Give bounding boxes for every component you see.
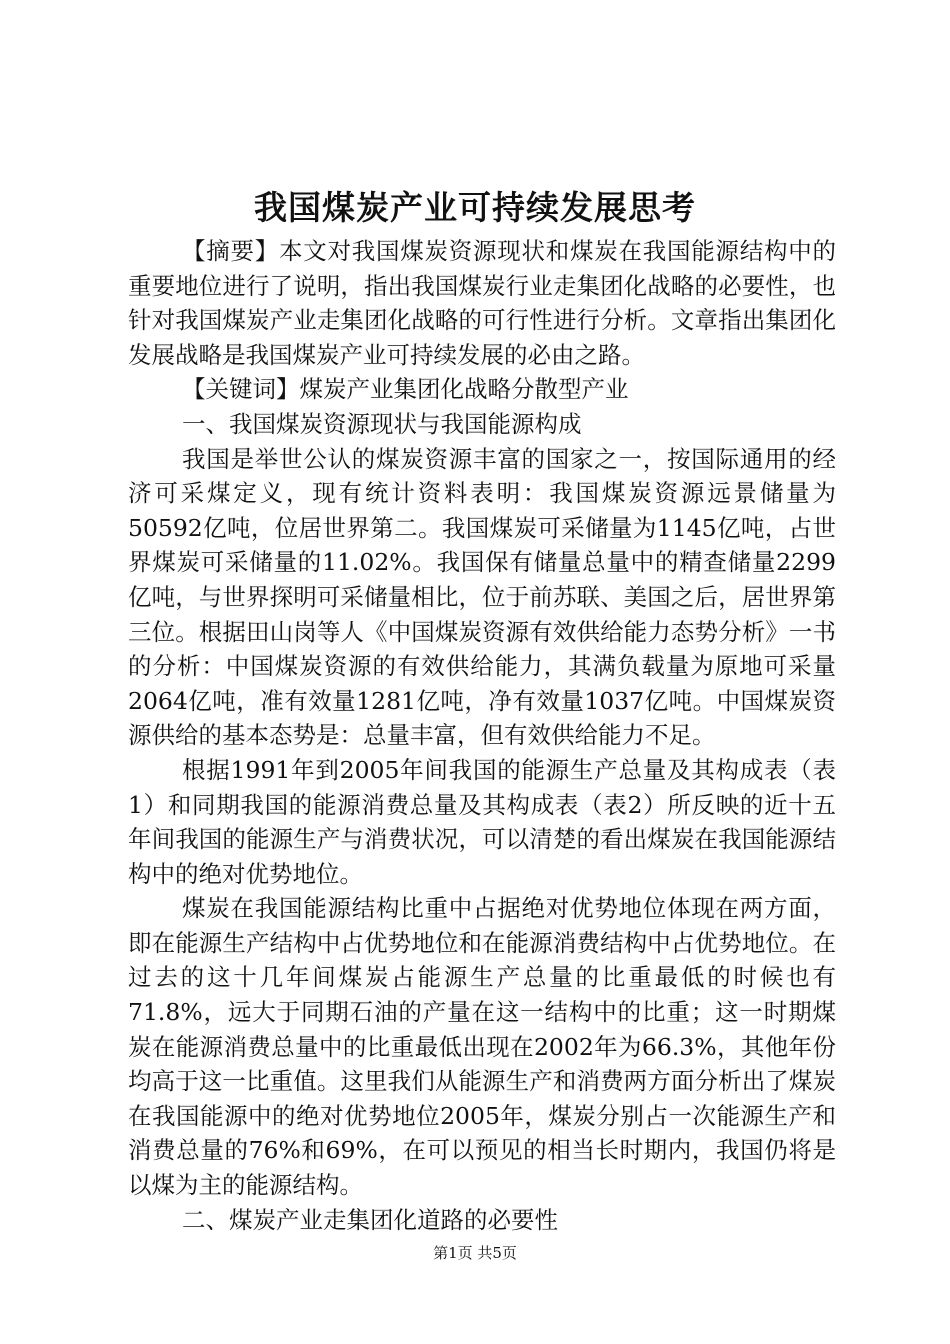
body-paragraph: 煤炭在我国能源结构比重中占据绝对优势地位体现在两方面，即在能源生产结构中占优势地位和在能源消费结构中占优势地位。在过去的这十几年间煤炭占能源生产总量的比重最低的时候也有71.8%，远大于同期石油的产量在这一结构中的比重；这一时期煤炭在能源消费总量中的比重最低出现在2002年为66.3%，其他年份均高于这一比重值。这里我们从能源生产和消费两方面分析出了煤炭在我国能源中的绝对优势地位2005年，煤炭分别占一次能源生产和消费总量的76%和69%，在可以预见的相当长时期内，我国仍将是以煤为主的能源结构。 <box>128 894 836 1200</box>
section-heading-2: 二、煤炭产业走集团化道路的必要性 <box>182 1205 559 1234</box>
document-body <box>128 234 836 1237</box>
body-paragraph: 我国是举世公认的煤炭资源丰富的国家之一，按国际通用的经济可采煤定义，现有统计资料表明：我国煤炭资源远景储量为50592亿吨，位居世界第二。我国煤炭可采储量为1145亿吨，占世界煤炭可采储量的11.02%。我国保有储量总量中的精查储量2299亿吨，与世界探明可采储量相比，位于前苏联、美国之后，居世界第三位。根据田山岗等人《中国煤炭资源有效供给能力态势分析》一书的分析：中国煤炭资源的有效供给能力，其满负载量为原地可采量2064亿吨，准有效量1281亿吨，净有效量1037亿吨。中国煤炭资源供给的基本态势是：总量丰富，但有效供给能力不足。 <box>128 444 836 750</box>
keywords-paragraph: 【关键词】煤炭产业集团化战略分散型产业 <box>182 375 629 404</box>
body-paragraph: 根据1991年到2005年间我国的能源生产总量及其构成表（表1）和同期我国的能源消费总量及其构成表（表2）所反映的近十五年间我国的能源生产与消费状况，可以清楚的看出煤炭在我国能源结构中的绝对优势地位。 <box>128 755 836 888</box>
page-number-footer: 第1页 共5页 <box>433 1244 517 1262</box>
document-title: 我国煤炭产业可持续发展思考 <box>254 188 696 227</box>
abstract-paragraph: 【摘要】本文对我国煤炭资源现状和煤炭在我国能源结构中的重要地位进行了说明，指出我国煤炭行业走集团化战略的必要性，也针对我国煤炭产业走集团化战略的可行性进行分析。文章指出集团化发展战略是我国煤炭产业可持续发展的必由之路。 <box>128 237 836 369</box>
section-heading-1: 一、我国煤炭资源现状与我国能源构成 <box>182 409 582 438</box>
